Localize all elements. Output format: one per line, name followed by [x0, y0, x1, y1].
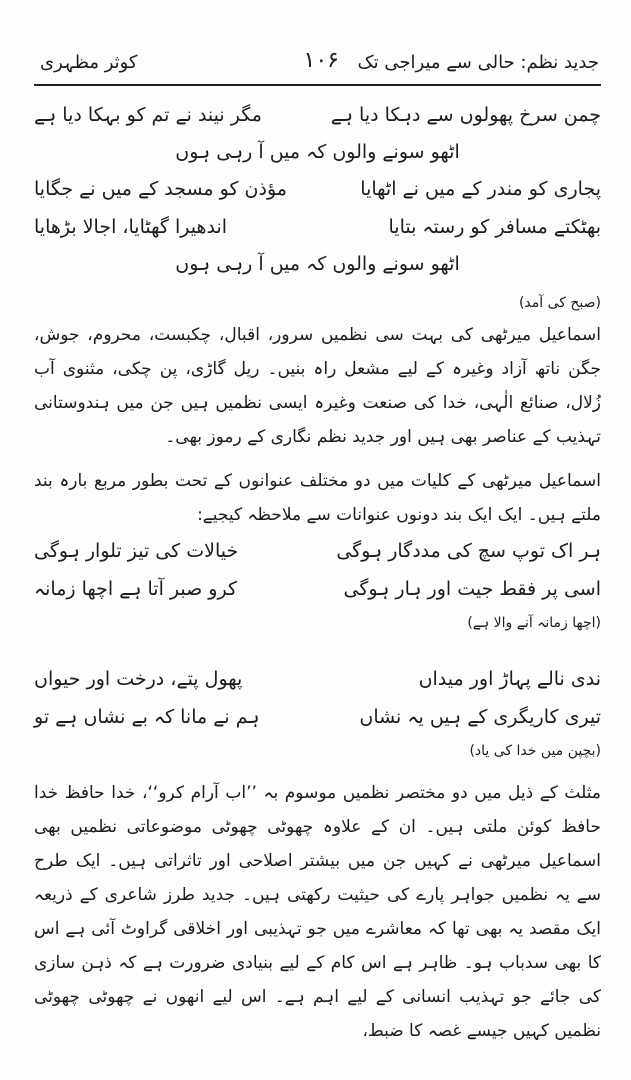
- hemistich: مؤذن کو مسجد کے میں نے جگایا: [34, 178, 287, 200]
- page-body: [34, 86, 601, 1048]
- hemistich: چمن سرخ پھولوں سے دہکا دیا ہے: [330, 104, 601, 126]
- hemistich: اسی پر فقط جیت اور ہار ہوگی: [343, 578, 601, 600]
- poem-bachpan-mein-khuda: [34, 660, 601, 766]
- paragraph: اسماعیل میرٹھی کی بہت سی نظمیں سرور، اقبال، چکبست، محروم، جوش، جگن ناتھ آزاد وغیرہ کے لیے مشعل راہ بنیں۔ ریل گاڑی، پن چکی، مثنوی آب زُلال، صنائع الٰہی، خدا کی صنعت وغیرہ ایسی نظمیں ہیں جن میں ہندوستانی تہذیب کے عناصر بھی ہیں اور جدید نظم نگاری کے رموز بھی۔: [34, 325, 601, 447]
- author-name: کوثر مظہری: [40, 52, 138, 73]
- hemistich: ہم نے مانا کہ بے نشاں ہے تو: [34, 706, 260, 728]
- verse-line: [34, 96, 601, 134]
- poem-subh-ki-aamad: [34, 96, 601, 318]
- page-number: ۱۰۶: [303, 48, 339, 73]
- paragraph: اسماعیل میرٹھی کے کلیات میں دو مختلف عنوانوں کے تحت بطور مربع بارہ بند ملتے ہیں۔ ایک ایک بند دونوں عنوانات سے ملاحظہ کیجیے:: [34, 471, 601, 525]
- hemistich: مگر نیند نے تم کو بہکا دیا ہے: [34, 104, 262, 126]
- poem-caption: (صبح کی آمد): [518, 295, 601, 311]
- refrain-line: اٹھو سونے والوں کہ میں آ رہی ہوں: [175, 141, 460, 163]
- book-title: جدید نظم: حالی سے میراجی تک: [357, 52, 599, 73]
- hemistich: بھٹکتے مسافر کو رستہ بتایا: [388, 216, 601, 238]
- refrain-line: اٹھو سونے والوں کہ میں آ رہی ہوں: [175, 253, 460, 275]
- poem-caption: (بچپن میں خدا کی یاد): [469, 743, 601, 759]
- verse-line: [34, 532, 601, 570]
- poem-caption: (اچھا زمانہ آنے والا ہے): [467, 615, 601, 631]
- page-header: [34, 0, 601, 86]
- hemistich: ندی نالے پہاڑ اور میداں: [418, 668, 601, 690]
- verse-line: [34, 698, 601, 736]
- hemistich: پھول پتے، درخت اور حیواں: [34, 668, 243, 690]
- verse-line: [34, 208, 601, 246]
- hemistich: خیالات کی تیز تلوار ہوگی: [34, 540, 239, 562]
- hemistich: پجاری کو مندر کے میں نے اٹھایا: [360, 178, 601, 200]
- poem-achha-zamana: [34, 532, 601, 638]
- hemistich: اندھیرا گھٹایا، اجالا بڑھایا: [34, 216, 228, 238]
- paragraph: مثلث کے ذیل میں دو مختصر نظمیں موسوم بہ ’’اب آرام کرو‘‘، خدا حافظ خدا حافظ کوئن ملتی ہیں۔ ان کے علاوہ چھوٹی چھوٹی موضوعاتی نظمیں بھی اسماعیل میرٹھی نے کہیں جن میں بیشتر اصلاحی اور تاثراتی ہیں۔ ایک طرح سے یہ نظمیں جواہر پارے کی حیثیت رکھتی ہیں۔ جدید طرز شاعری کے ذریعہ ایک مقصد یہ بھی تھا کہ معاشرے میں جو تہذیبی اور اخلاقی گراوٹ آئی ہے اس کا بھی سدباب ہو۔ ظاہر ہے اس کام کے لیے بنیادی ضرورت ہے کہ ذہن سازی کی جائے جو تہذیب انسانی کے لیے اہم ہے۔ اس لیے انھوں نے چھوٹی چھوٹی نظمیں کہیں جیسے غصہ کا ضبط،: [34, 783, 601, 1041]
- verse-line: [34, 170, 601, 208]
- verse-line: [34, 660, 601, 698]
- hemistich: کرو صبر آتا ہے اچھا زمانہ: [34, 578, 238, 600]
- hemistich: ہر اک توپ سچ کی مددگار ہوگی: [336, 540, 601, 562]
- hemistich: تیری کاریگری کے ہیں یہ نشاں: [359, 706, 601, 728]
- verse-line: [34, 570, 601, 608]
